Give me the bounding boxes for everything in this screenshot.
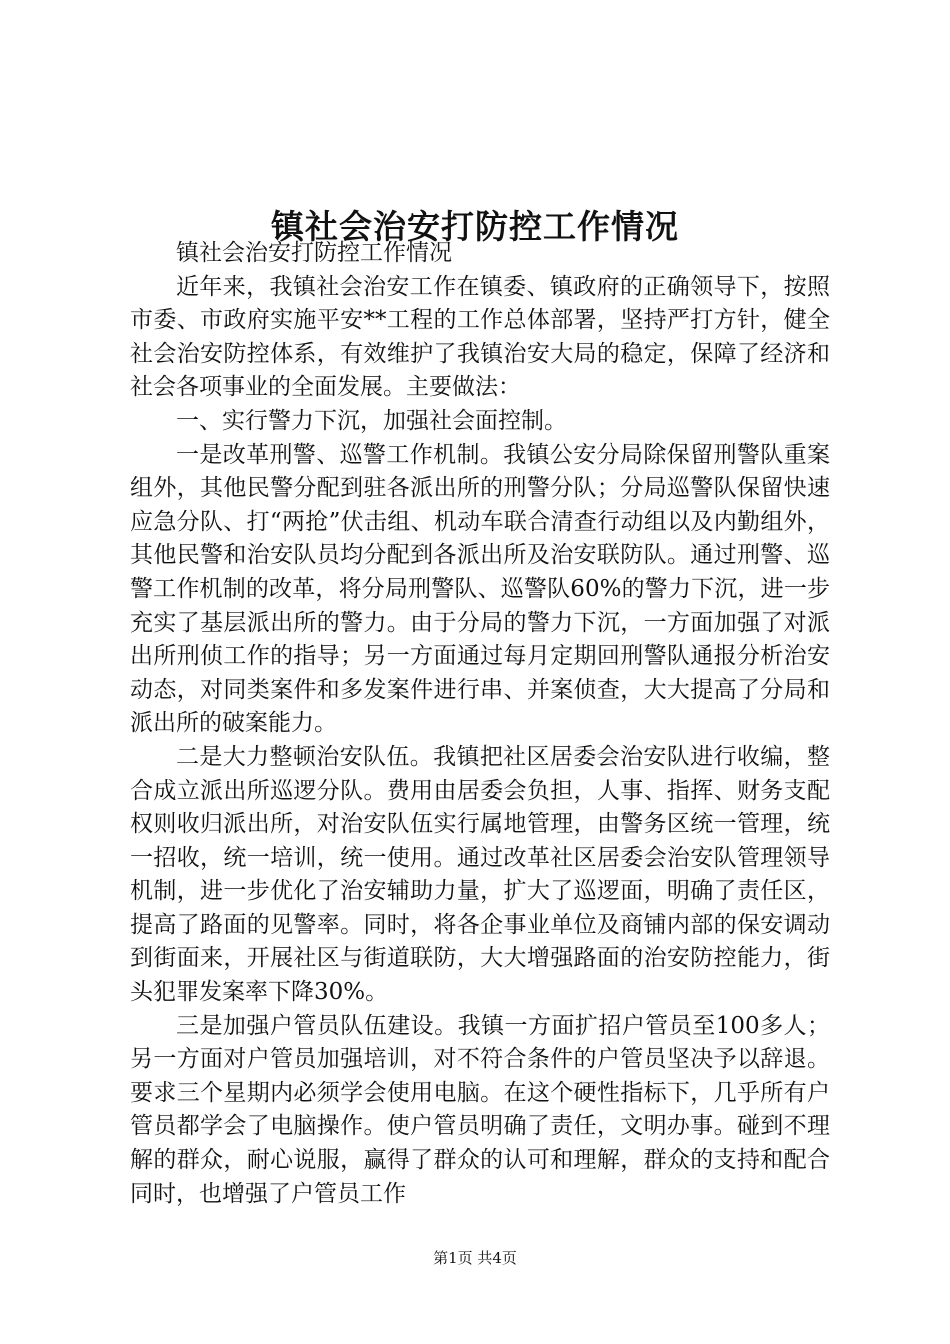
body-paragraph-subtitle: 镇社会治安打防控工作情况 <box>176 240 452 266</box>
document-body <box>130 237 830 1211</box>
body-paragraph-intro: 近年来，我镇社会治安工作在镇委、镇政府的正确领导下，按照市委、市政府实施平安**工程的工作总体部署，坚持严打方针，健全社会治安防控体系，有效维护了我镇治安大局的稳定，保障了经济和社会各项事业的全面发展。主要做法： <box>130 273 830 401</box>
body-paragraph: 三是加强户管员队伍建设。我镇一方面扩招户管员至100多人；另一方面对户管员加强培训，对不符合条件的户管员坚决予以辞退。要求三个星期内必须学会使用电脑。在这个硬性指标下，几乎所有户管员都学会了电脑操作。使户管员明确了责任，文明办事。碰到不理解的群众，耐心说服，赢得了群众的认可和理解，群众的支持和配合同时，也增强了户管员工作 <box>130 1012 830 1207</box>
body-paragraph: 一是改革刑警、巡警工作机制。我镇公安分局除保留刑警队重案组外，其他民警分配到驻各派出所的刑警分队；分局巡警队保留快速应急分队、打“两抢”伏击组、机动车联合清查行动组以及内勤组外，其他民警和治安队员均分配到各派出所及治安联防队。通过刑警、巡警工作机制的改革，将分局刑警队、巡警队60%的警力下沉，进一步充实了基层派出所的警力。由于分局的警力下沉，一方面加强了对派出所刑侦工作的指导；另一方面通过每月定期回刑警队通报分析治安动态，对同类案件和多发案件进行串、并案侦查，大大提高了分局和派出所的破案能力。 <box>130 441 830 737</box>
page-number-footer: 第1页 共4页 <box>433 1249 517 1267</box>
body-paragraph: 二是大力整顿治安队伍。我镇把社区居委会治安队进行收编，整合成立派出所巡逻分队。费用由居委会负担，人事、指挥、财务支配权则收归派出所，对治安队伍实行属地管理，由警务区统一管理，统一招收，统一培训，统一使用。通过改革社区居委会治安队管理领导机制，进一步优化了治安辅助力量，扩大了巡逻面，明确了责任区，提高了路面的见警率。同时，将各企事业单位及商铺内部的保安调动到街面来，开展社区与街道联防，大大增强路面的治安防控能力，街头犯罪发案率下降30%。 <box>130 743 830 1006</box>
document-title: 镇社会治安打防控工作情况 <box>271 207 679 247</box>
section-heading: 一、实行警力下沉，加强社会面控制。 <box>176 407 567 434</box>
